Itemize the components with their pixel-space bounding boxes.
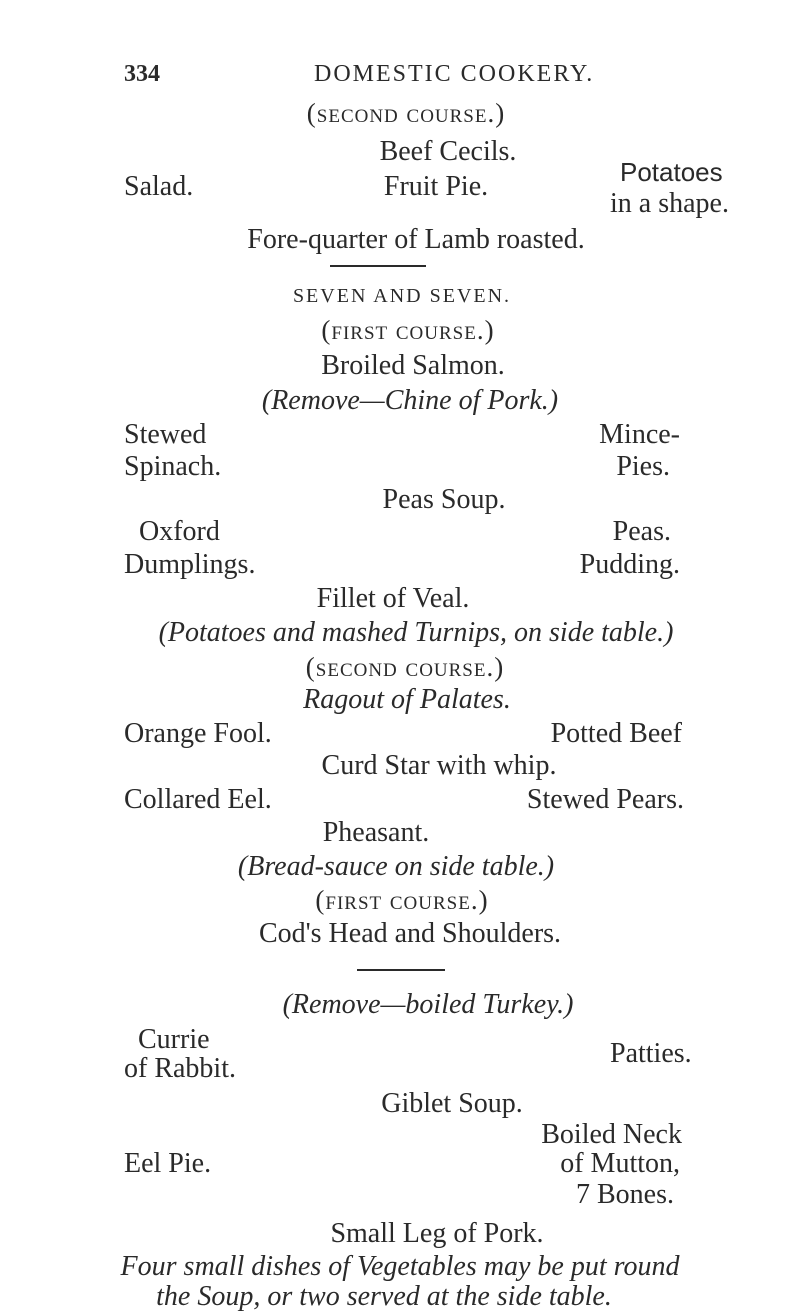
dish-stewed-pears: Stewed Pears. [526, 784, 684, 815]
dish-patties: Patties. [610, 1038, 692, 1069]
course-heading-first-2: (first course.) [315, 885, 489, 915]
dish-mince: Mince- [599, 419, 680, 450]
dish-seven-bones: 7 Bones. [576, 1179, 674, 1210]
divider-rule-2 [357, 969, 445, 971]
dish-giblet-soup: Giblet Soup. [381, 1088, 523, 1119]
remove-boiled-turkey: (Remove—boiled Turkey.) [282, 989, 574, 1020]
dish-peas-soup: Peas Soup. [382, 484, 506, 515]
divider-rule [330, 265, 426, 267]
dish-stewed: Stewed [124, 419, 207, 450]
dish-cods-head: Cod's Head and Shoulders. [258, 918, 562, 949]
dish-potatoes: Potatoes [620, 157, 723, 187]
dish-salad: Salad. [124, 171, 194, 202]
running-title: DOMESTIC COOKERY. [314, 61, 595, 87]
dish-pheasant: Pheasant. [322, 817, 430, 848]
dish-beef-cecils: Beef Cecils. [379, 136, 517, 167]
dish-of-rabbit: of Rabbit. [124, 1053, 236, 1084]
dish-ragout-of-palates: Ragout of Palates. [303, 684, 511, 715]
dish-of-mutton: of Mutton, [560, 1148, 680, 1179]
dish-curd-star: Curd Star with whip. [321, 750, 557, 781]
course-heading-first-1: (first course.) [321, 315, 495, 345]
dish-oxford: Oxford [139, 516, 220, 547]
dish-pudding: Pudding. [579, 549, 680, 580]
menu-title-seven-and-seven: SEVEN AND SEVEN. [292, 285, 512, 307]
remove-chine-of-pork: (Remove—Chine of Pork.) [261, 385, 559, 416]
dish-potted-beef: Potted Beef [550, 718, 682, 749]
dish-pies: Pies. [616, 451, 670, 482]
footnote-line-2: the Soup, or two served at the side table. [156, 1281, 612, 1312]
side-table-note-bread-sauce: (Bread-sauce on side table.) [237, 851, 555, 882]
dish-peas: Peas. [612, 516, 671, 547]
dish-currie: Currie [138, 1024, 210, 1055]
dish-fruit-pie: Fruit Pie. [383, 171, 489, 202]
dish-boiled-neck: Boiled Neck [541, 1119, 682, 1150]
dish-spinach: Spinach. [124, 451, 222, 482]
dish-fillet-of-veal: Fillet of Veal. [316, 583, 470, 614]
dish-collared-eel: Collared Eel. [124, 784, 272, 815]
dish-potatoes-shape: in a shape. [610, 188, 729, 219]
dish-small-leg-of-pork: Small Leg of Pork. [330, 1218, 544, 1249]
dish-fore-quarter-lamb: Fore-quarter of Lamb roasted. [247, 224, 585, 255]
dish-orange-fool: Orange Fool. [124, 718, 272, 749]
page-number: 334 [124, 61, 160, 87]
dish-eel-pie: Eel Pie. [124, 1148, 212, 1179]
course-heading-second-2: (second course.) [305, 652, 505, 682]
dish-broiled-salmon: Broiled Salmon. [321, 350, 505, 381]
dish-dumplings: Dumplings. [124, 549, 256, 580]
footnote-line-1: Four small dishes of Vegetables may be put round [120, 1251, 680, 1282]
side-table-note-potatoes: (Potatoes and mashed Turnips, on side table.) [158, 617, 674, 648]
course-heading-second-1: (second course.) [306, 98, 506, 128]
